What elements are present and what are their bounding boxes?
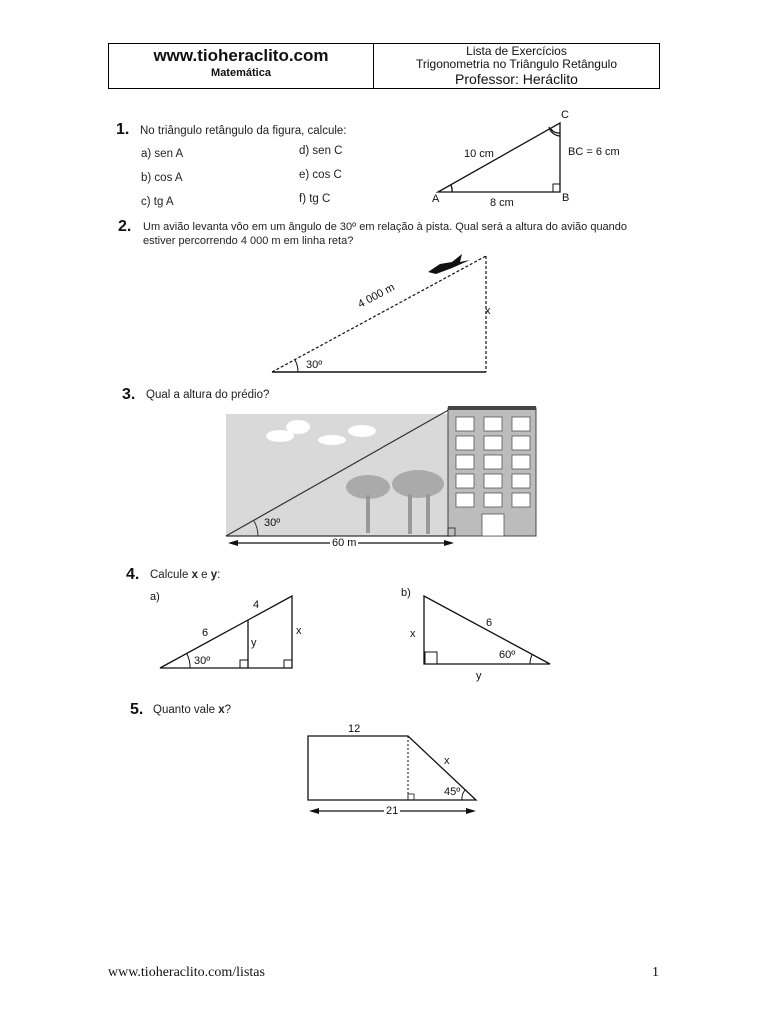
q2-number: 2. xyxy=(118,218,132,235)
footer-url: www.tioheraclito.com/listas xyxy=(108,965,265,980)
q1-item-b: b) cos A xyxy=(141,172,183,184)
q1-label-hyp: 10 cm xyxy=(464,148,494,160)
q1-text: No triângulo retângulo da figura, calcule: xyxy=(140,125,347,137)
page-number: 1 xyxy=(652,965,659,980)
q4-text xyxy=(150,569,220,581)
q1-item-e: e) cos C xyxy=(299,169,342,181)
q5-text-x: x xyxy=(218,704,225,716)
q1-label-ab: 8 cm xyxy=(490,197,514,209)
q5-label-x: x xyxy=(444,755,450,767)
q3-label-base: 60 m xyxy=(332,537,357,549)
q4-text-post: : xyxy=(217,569,221,581)
q4b-label-six: 6 xyxy=(486,617,493,629)
q4a-tag: a) xyxy=(150,591,160,603)
q1-label-b: B xyxy=(562,192,570,204)
site-title: www.tioheraclito.com xyxy=(153,46,329,65)
building xyxy=(448,406,536,536)
q2-text-line1: Um avião levanta vôo em um ângulo de 30º em relação à pista. Qual será a altura do avião quando xyxy=(143,221,628,233)
q5-label-base: 21 xyxy=(386,805,399,817)
q4b-diagram xyxy=(424,596,550,664)
q4a-label-y: y xyxy=(251,637,257,649)
subject-label: Matemática xyxy=(211,67,271,79)
q4b-label-y: y xyxy=(476,670,482,682)
q4-text-pre: Calcule xyxy=(150,569,192,581)
q1-item-d: d) sen C xyxy=(299,145,343,157)
q5-text-post: ? xyxy=(224,704,232,716)
q1-item-c: c) tg A xyxy=(141,196,174,208)
q4a-label-angle: 30º xyxy=(194,655,211,667)
q2-label-dist: 4 000 m xyxy=(356,281,397,311)
list-title: Lista de Exercícios xyxy=(466,44,567,58)
q4-text-x: x xyxy=(191,569,198,581)
q4a-label-six: 6 xyxy=(202,627,209,639)
q4a-label-four: 4 xyxy=(253,599,260,611)
q5-diagram xyxy=(308,736,476,811)
q5-text xyxy=(153,704,231,716)
q4b-label-x: x xyxy=(410,628,416,640)
q1-item-a: a) sen A xyxy=(141,148,184,160)
q3-label-angle: 30º xyxy=(264,517,281,529)
q1-label-bc: BC = 6 cm xyxy=(568,146,620,158)
q5-number: 5. xyxy=(130,701,144,718)
q3-number: 3. xyxy=(122,386,136,403)
q4-text-y: y xyxy=(210,569,218,581)
q1-number: 1. xyxy=(116,121,130,138)
q4b-label-angle: 60º xyxy=(499,649,516,661)
q2-diagram xyxy=(272,254,486,372)
q4a-label-x: x xyxy=(296,625,302,637)
topic-title: Trigonometria no Triângulo Retângulo xyxy=(415,57,617,71)
q2-label-angle: 30º xyxy=(306,359,323,371)
q1-item-f: f) tg C xyxy=(299,193,331,205)
q1-label-a: A xyxy=(432,193,440,205)
q4-text-e: e xyxy=(197,569,211,581)
q4b-tag: b) xyxy=(401,587,411,599)
q5-text-pre: Quanto vale xyxy=(153,704,219,716)
q2-text-line2: estiver percorrendo 4 000 m em linha reta? xyxy=(143,235,354,247)
q5-label-top: 12 xyxy=(348,723,361,735)
professor-label: Professor: Heráclito xyxy=(455,71,578,87)
q4-number: 4. xyxy=(126,566,140,583)
q1-label-c: C xyxy=(561,109,569,121)
airplane-icon xyxy=(428,254,470,274)
q5-label-angle: 45º xyxy=(444,786,461,798)
q1-triangle xyxy=(438,123,560,192)
q2-label-x: x xyxy=(485,305,491,317)
q3-text: Qual a altura do prédio? xyxy=(146,389,270,401)
q4a-diagram xyxy=(160,596,292,668)
